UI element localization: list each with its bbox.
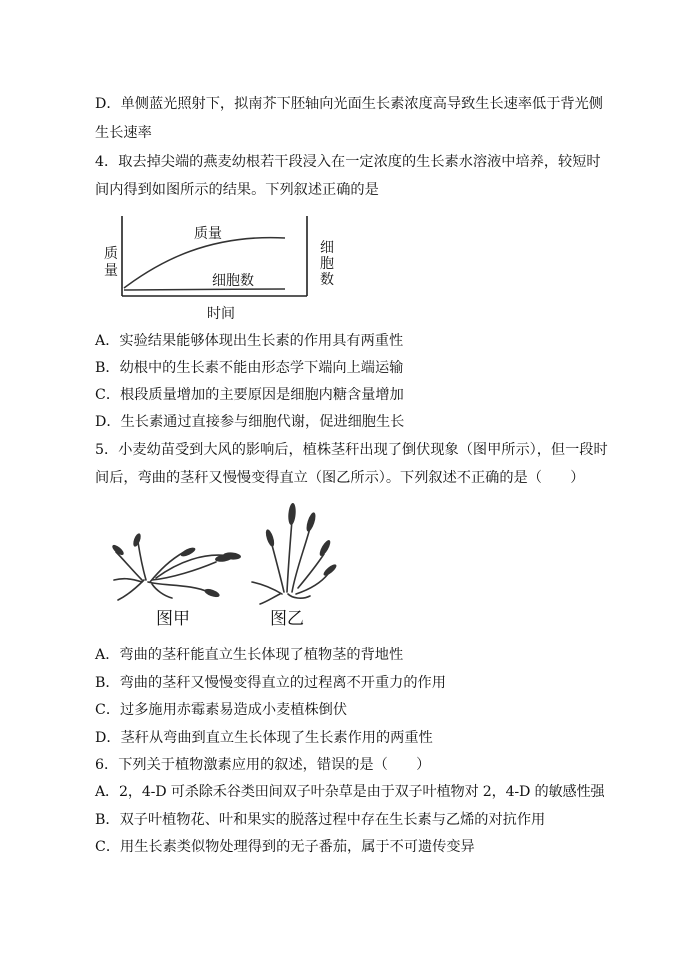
q5-figure xyxy=(112,500,357,635)
q4-left-axis-char2: 量 xyxy=(104,263,118,279)
q4-curve-mass-label: 质量 xyxy=(194,226,222,242)
q5-fig-yi-label: 图乙 xyxy=(270,609,304,629)
q4-left-axis-label xyxy=(104,246,122,279)
q5-stem-line2: 间后，弯曲的茎秆又慢慢变得直立（图乙所示）。下列叙述不正确的是（ ） xyxy=(95,470,585,486)
q4-right-axis-char3: 数 xyxy=(320,272,334,288)
q5-option-b: B．弯曲的茎秆又慢慢变得直立的过程离不开重力的作用 xyxy=(95,675,446,691)
q4-cell-curve xyxy=(124,289,285,290)
q4-mass-curve xyxy=(124,238,285,288)
q4-right-axis-char2: 胞 xyxy=(320,256,334,272)
q5-stem-line1: 5．小麦幼苗受到大风的影响后，植株茎秆出现了倒伏现象（图甲所示），但一段时 xyxy=(95,442,608,458)
q6-stem: 6．下列关于植物激素应用的叙述，错误的是（ ） xyxy=(95,757,431,773)
q6-option-c: C．用生长素类似物处理得到的无子番茄，属于不可遗传变异 xyxy=(95,839,475,855)
q4-figure xyxy=(100,206,345,324)
q3-option-d-line2: 生长速率 xyxy=(95,125,152,141)
q5-upright-wheat-drawing xyxy=(252,520,328,604)
q4-right-axis-label xyxy=(320,240,338,288)
q4-left-axis-char1: 质 xyxy=(104,246,118,262)
q4-x-axis-label: 时间 xyxy=(207,306,235,322)
q4-stem-line2: 间内得到如图所示的结果。下列叙述正确的是 xyxy=(95,182,379,198)
q4-option-b: B．幼根中的生长素不能由形态学下端向上端运输 xyxy=(95,360,404,376)
q6-option-a: A．2，4-D 可杀除禾谷类田间双子叶杂草是由于双子叶植物对 2，4-D 的敏感性强 xyxy=(95,784,605,800)
q4-option-c: C．根段质量增加的主要原因是细胞内糖含量增加 xyxy=(95,387,404,403)
q6-option-b: B．双子叶植物花、叶和果实的脱落过程中存在生长素与乙烯的对抗作用 xyxy=(95,812,546,828)
q4-option-d: D．生长素通过直接参与细胞代谢，促进细胞生长 xyxy=(95,414,405,430)
q5-fig-jia-label: 图甲 xyxy=(156,609,190,629)
q4-right-axis-char1: 细 xyxy=(320,240,334,256)
q5-option-a: A．弯曲的茎秆能直立生长体现了植物茎的背地性 xyxy=(95,647,404,663)
q3-option-d-line1: D．单侧蓝光照射下，拟南芥下胚轴向光面生长素浓度高导致生长速率低于背光侧 xyxy=(95,96,603,112)
q5-option-c: C．过多施用赤霉素易造成小麦植株倒伏 xyxy=(95,702,348,718)
q4-curve-cells-label: 细胞数 xyxy=(212,273,254,289)
q4-option-a: A．实验结果能够体现出生长素的作用具有两重性 xyxy=(95,333,404,349)
q5-upright-wheat-ears xyxy=(264,503,338,578)
q5-option-d: D．茎秆从弯曲到直立生长体现了生长素作用的两重性 xyxy=(95,730,433,746)
q4-stem-line1: 4．取去掉尖端的燕麦幼根若干段浸入在一定浓度的生长素水溶液中培养，较短时 xyxy=(95,154,601,170)
